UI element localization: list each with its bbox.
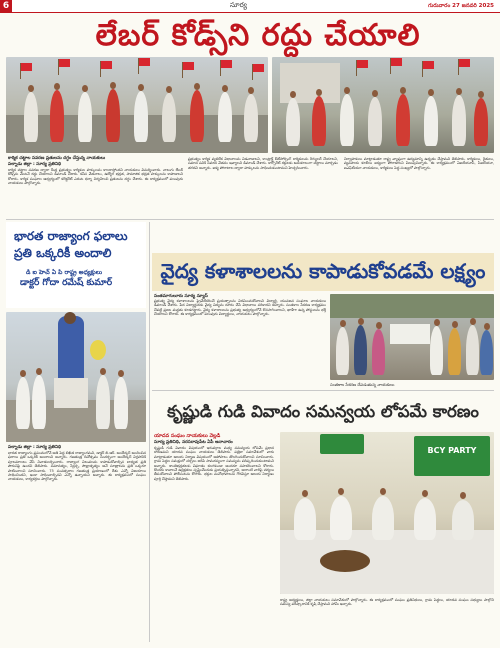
divider <box>6 219 494 220</box>
column-divider <box>149 222 150 642</box>
story2-kicker-line3: డి ఐ హెచ్ ఏ పి రాష్ట్ర అధ్యక్షులు <box>26 269 103 276</box>
story4-body: కృష్ణుడి గుడి వివాదం విషయంలో ఇరువర్గాల మధ్య సమన్వయ లోపమే ప్రధాన కారణమని యాదవ సంఘం నాయకులు తెలిపారు. పత్రికా సమావేశంలో వారు మాట్లాడుతూ ఆలయ నిర్మాణ విషయంలో అపోహలు తొలగించుకోవాలని సూచించారు. గ్రామ పెద్దల సమక్షంలో చర్చలు జరిపి సామరస్యంగా సమస్యను పరిష్కరించుకుంటామని అన్నారు. శాంతిభద్రతలకు విఘాతం కలగకుండా అందరూ సహకరించాలని కోరారు. కొందరు కావాలనే ఉద్రిక్తతలు సృష్టించేందుకు ప్రయత్నిస్తున్నారని, అలాంటి వారిపై చర్యలు తీసుకోవాలని పోలీసులను కోరారు. భక్తుల మనోభావాలను గౌరవిస్తూ ఆలయ నిర్మాణం పూర్తి చేస్తామని తెలిపారు. <box>154 446 274 481</box>
story2-body: భారత రాజ్యాంగం ప్రపంచంలోనే అతి పెద్ద లిఖిత రాజ్యాంగమని, డాక్టర్ బి.ఆర్. అంబేద్కర్ అందించిన ఫలాలు ప్రతి ఒక్కరికీ అందాలని అన్నారు. గణతంత్ర దినోత్సవం సందర్భంగా అంబేద్కర్ విగ్రహానికి పూలమాలలు వేసి నివాళులర్పించారు. రాజ్యాంగ విలువలను కాపాడుకోవాల్సిన బాధ్యత ప్రతి పౌరునిపై ఉందని తెలిపారు. సమానత్వం, స్వేచ్ఛ, సౌభ్రాతృత్వం అనే సూత్రాలను ప్రతి ఒక్కరూ పాటించాలని సూచించారు. 75 సంవత్సరాల గణతంత్ర ప్రయాణంలో దేశం ఎన్నో విజయాలు సాధించిందని, ఇంకా సాధించాల్సినవి ఎన్నో ఉన్నాయని అన్నారు. ఈ కార్యక్రమంలో సంఘం నాయకులు, కార్యకర్తలు పాల్గొన్నారు. <box>8 451 146 482</box>
story3-caption: సంతకాల సేకరణ చేపడుతున్న నాయకులు <box>330 382 395 387</box>
page-number: 6 <box>0 0 12 12</box>
story1-body-right: నిర్వాహకులు మాట్లాడుతూ రాష్ట్ర వ్యాప్తంగా ఉద్యమాన్ని ఉధృతం చేస్తామని తెలిపారు. కార్మికులు, రైతులు, వ్యవసాయ కూలీలు ఐక్యంగా పోరాడాలని పిలుపునిచ్చారు. ఈ కార్యక్రమంలో ఏఐటీయూసీ, సీఐటీయూ, ఐఎఫ్‌టీయూ నాయకులు, కార్మికులు పెద్ద సంఖ్యలో పాల్గొన్నారు. <box>344 157 494 170</box>
issue-date: గురువారం 27 జనవరి 2025 <box>428 3 494 9</box>
story4-photo <box>280 432 494 594</box>
story1-photo-left <box>6 57 268 153</box>
story4-body-bottom: రాష్ట్ర అధ్యక్షులు, జిల్లా నాయకులు సమావేశంలో పాల్గొన్నారు. ఈ కార్యక్రమంలో సంఘం ప్రతినిధులు, గ్రామ పెద్దలు, యాదవ సంఘం సభ్యులు పాల్గొని సమస్య పరిష్కారానికి కృషి చేస్తామని హామీ ఇచ్చారు. <box>280 598 494 607</box>
story4-headline: కృష్ణుడి గుడి వివాదం సమన్వయ లోపమే కారణం <box>167 402 479 421</box>
story2-photo <box>6 312 146 442</box>
story2-kicker <box>6 222 146 308</box>
story2-kicker-line4: డాక్టర్ గోదా రమేష్ కుమార్ <box>20 278 113 288</box>
paper-name: సూర్య <box>230 1 247 9</box>
story3-byline: సంతమాగులూరు సూర్య న్యూస్ <box>154 294 208 299</box>
story3-body: ప్రభుత్వ వైద్య కళాశాలలను ప్రైవేటీకరించే ప్రయత్నాలను విరమించుకోవాలని విద్యార్థి, యువజన సంఘాల నాయకులు డిమాండ్ చేశారు. పేద విద్యార్థులకు వైద్య విద్యను దూరం చేసే విధానాలు సరికాదని అన్నారు. సంతకాల సేకరణ కార్యక్రమం చేపట్టి ప్రజల మద్దతు కూడగట్టారు. వైద్య కళాశాలలను ప్రభుత్వ ఆధ్వర్యంలోనే కొనసాగించాలని, ఖాళీగా ఉన్న పోస్టులను భర్తీ చేయాలని కోరారు. ఈ కార్యక్రమంలో పలువురు విద్యార్థులు, నాయకులు పాల్గొన్నారు. <box>154 299 326 317</box>
banner <box>414 436 490 476</box>
banner-text: BCY PARTY <box>427 446 477 455</box>
divider <box>152 390 494 391</box>
story1-body-left: కార్మిక చట్టాల సవరణ ద్వారా కేంద్ర ప్రభుత్వం కార్మికుల హక్కులను కాలరాస్తోందని నాయకులు విమర్శించారు. నాలుగు లేబర్ కోడ్స్‌ను వెంటనే రద్దు చేయాలని డిమాండ్ చేశారు. కనీస వేతనాలు, ఉద్యోగ భద్రత, సామాజిక భద్రత హక్కులను కాపాడాలని కోరారు. కార్మిక సంఘాల ఆధ్వర్యంలో కలెక్టరేట్ ఎదుట ధర్నా నిర్వహించి ప్రతులను దగ్ధం చేశారు. ఈ కార్యక్రమంలో పలువురు నాయకులు పాల్గొన్నారు. <box>8 168 183 186</box>
story2-kicker-line1: భారత రాజ్యాంగ ఫలాలు <box>14 229 128 243</box>
page-header <box>0 0 500 13</box>
story2-kicker-line2: ప్రతి ఒక్కరికీ అందాలి <box>14 246 112 260</box>
story1-byline: పల్నాడు జిల్లా : సూర్య ప్రతినిధి <box>8 162 62 167</box>
story1-caption: కార్మిక చట్టాల సవరణ ప్రతులను దగ్ధం చేస్తున్న నాయకులు <box>8 156 106 161</box>
story2-byline: పల్నాడు జిల్లా : సూర్య ప్రతినిధి <box>8 445 62 450</box>
story4-kicker: యాదవ సంఘం నాయకులు వెల్లడి <box>154 433 221 439</box>
story1-body-mid: ప్రభుత్వం కార్మిక వ్యతిరేక విధానాలను విడనాడాలని, కాంట్రాక్ట్ ఔట్‌సోర్సింగ్ కార్మికులను రెగ్యులర్ చేయాలని, సమాన పనికి సమాన వేతనం ఇవ్వాలని డిమాండ్ చేశారు. కార్పొరేట్ శక్తులకు అనుకూలంగా చట్టాలు మార్చడం తగదని అన్నారు. ఐక్య పోరాటాల ద్వారా హక్కులను సాధించుకుంటామని హెచ్చరించారు. <box>188 157 338 170</box>
story3-headline: వైద్య కళాశాలలను కాపాడుకోవడమే లక్ష్యం <box>160 259 486 283</box>
story4-byline: సూర్య ప్రతినిధి, నరసరావుపేట ఏపీ అనాచారం <box>154 440 233 445</box>
story1-photo-right <box>272 57 494 153</box>
story3-photo <box>330 294 494 380</box>
story1-headline: లేబర్ కోడ్స్‌ని రద్దు చేయాలి <box>95 18 421 53</box>
